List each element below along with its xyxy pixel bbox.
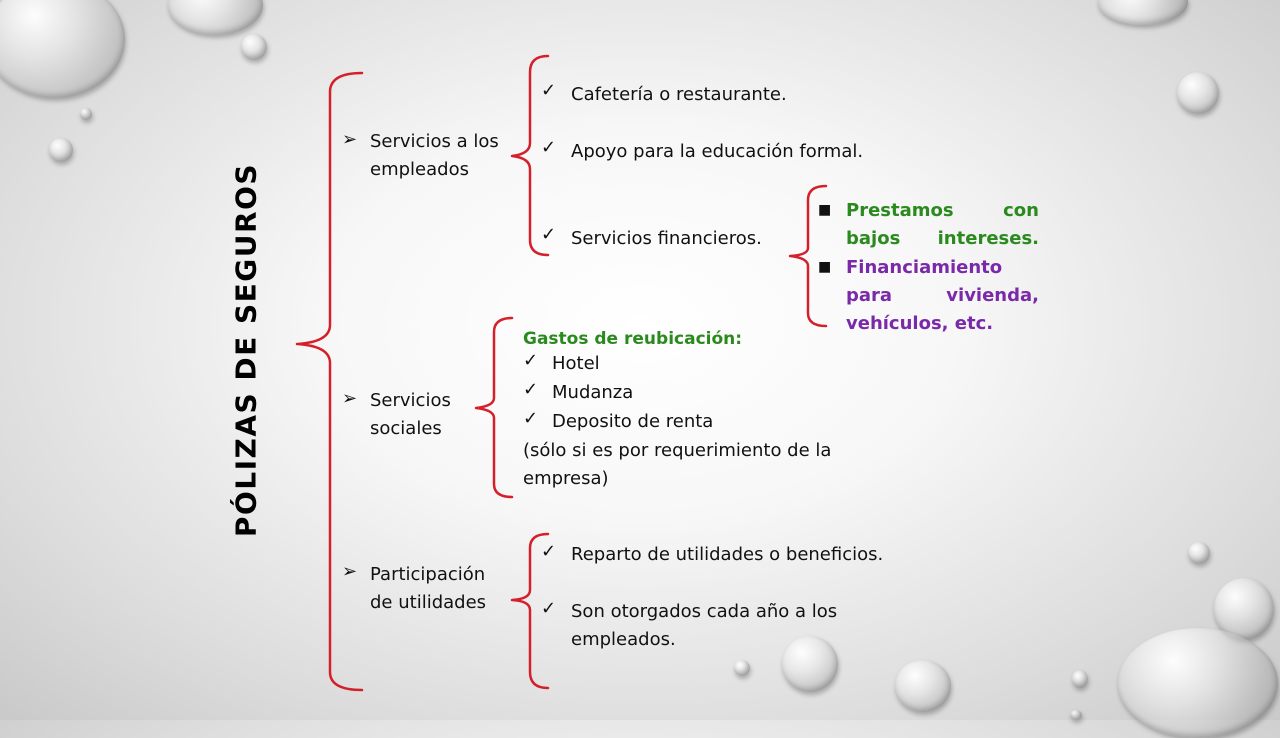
sub-item-loans: Prestamos con bajos intereses. — [846, 200, 1039, 249]
relocation-note: (sólo si es por requerimiento de la empresa) — [523, 440, 832, 489]
page-title: PÓLIZAS DE SEGUROS — [229, 162, 263, 538]
square-bullet-icon: ■ — [818, 202, 832, 218]
check-icon: ✓ — [523, 408, 539, 429]
item-hotel: Hotel — [552, 353, 600, 374]
item-rent-deposit: Deposito de renta — [552, 411, 714, 432]
item-moving: Mudanza — [552, 382, 634, 403]
arrow-icon: ➢ — [342, 561, 358, 582]
sub-item-financing — [846, 254, 1039, 338]
arrow-icon: ➢ — [342, 129, 358, 150]
relocation-heading: Gastos de reubicación: — [523, 329, 743, 349]
check-icon: ✓ — [541, 541, 557, 562]
item-profit-distribution: Reparto de utilidades o beneficios. — [571, 544, 884, 565]
sub-item-financing-text: Financiamiento para vivienda, vehículos, etc. — [846, 257, 1039, 334]
square-bullet-icon: ■ — [818, 259, 832, 275]
check-icon: ✓ — [541, 224, 557, 245]
check-icon: ✓ — [541, 80, 557, 101]
arrow-icon: ➢ — [342, 388, 358, 409]
check-icon: ✓ — [541, 598, 557, 619]
item-education: Apoyo para la educación formal. — [571, 141, 864, 162]
branch-label-services-employees: Servicios a los empleados — [370, 131, 499, 180]
check-icon: ✓ — [541, 137, 557, 158]
item-financial: Servicios financieros. — [571, 228, 762, 249]
branch-label-social-services: Servicios sociales — [370, 390, 451, 439]
item-yearly-grant: Son otorgados cada año a los empleados. — [571, 601, 838, 650]
check-icon: ✓ — [523, 350, 539, 371]
check-icon: ✓ — [523, 379, 539, 400]
item-cafeteria: Cafetería o restaurante. — [571, 84, 787, 105]
branch-label-profit-sharing: Participación de utilidades — [370, 564, 487, 613]
